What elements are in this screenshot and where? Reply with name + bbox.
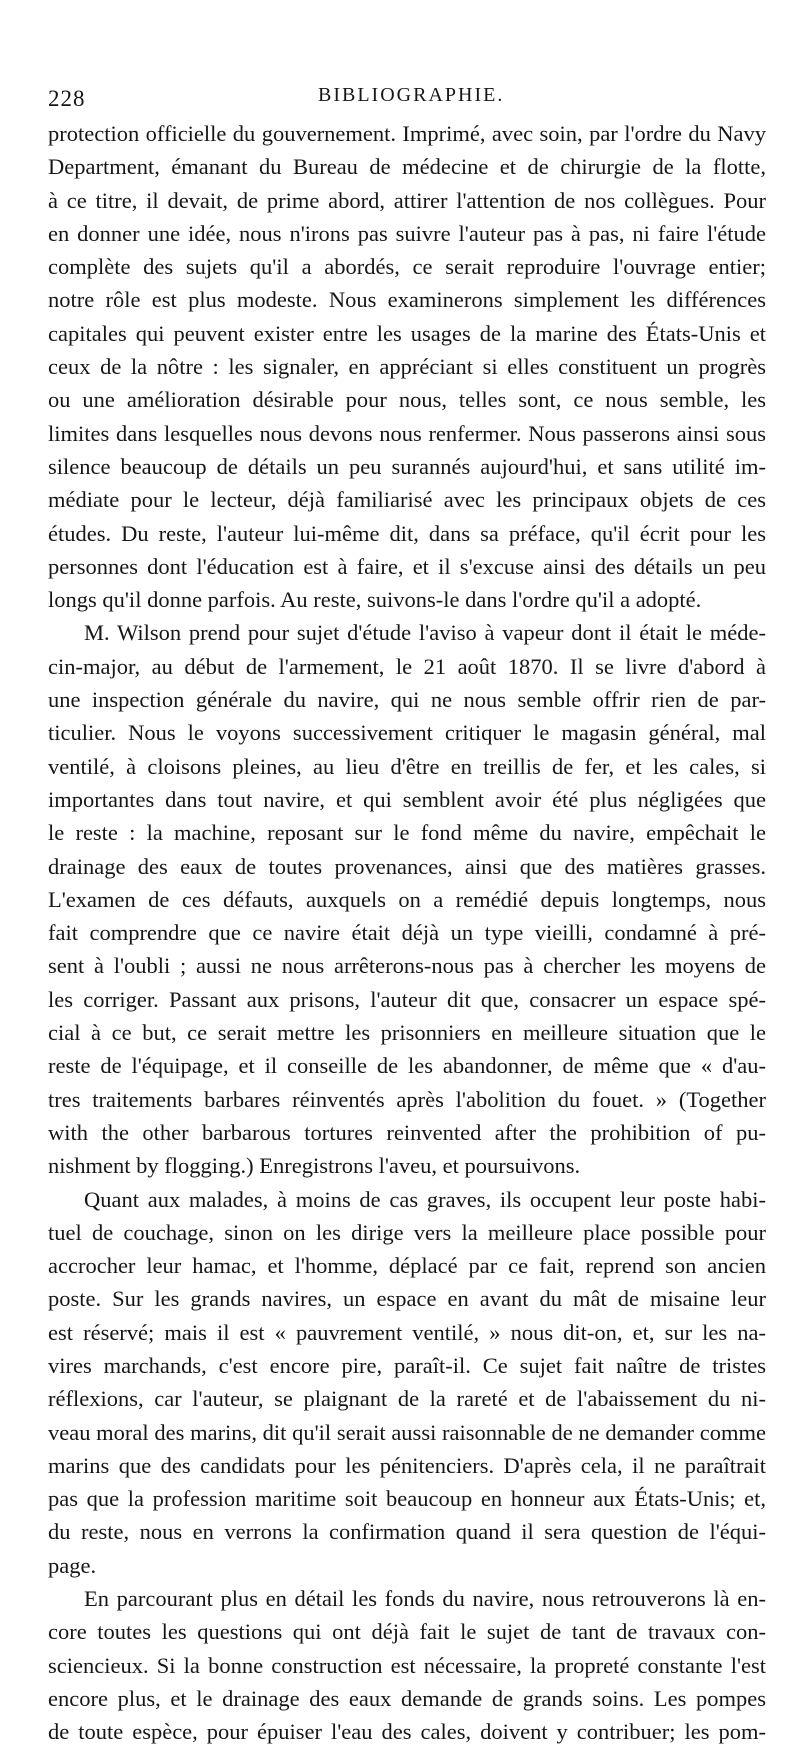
text-line: protection officielle du gouvernement. Imprimé, avec soin, par l'ordre du Navy xyxy=(48,121,766,146)
text-line: tuel de couchage, sinon on les dirige vers la meilleure place possible pour xyxy=(48,1219,766,1245)
text-line: une inspection générale du navire, qui ne nous semble offrir rien de par- xyxy=(48,687,766,713)
text-line: importantes dans tout navire, et qui semblent avoir été plus négligées que xyxy=(48,786,766,812)
text-line: personnes dont l'éducation est à faire, et il s'excuse ainsi des détails un peu xyxy=(48,553,766,579)
text-line: encore plus, et le drainage des eaux demande de grands soins. Les pompes xyxy=(48,1685,766,1711)
text-line: études. Du reste, l'auteur lui-même dit, dans sa préface, qu'il écrit pour les xyxy=(48,520,766,546)
text-line: en donner une idée, nous n'irons pas suivre l'auteur pas à pas, ni faire l'étude xyxy=(48,220,766,246)
text-line: sent à l'oubli ; aussi ne nous arrêterons-nous pas à chercher les moyens de xyxy=(48,953,766,979)
text-line: capitales qui peuvent exister entre les usages de la marine des États-Unis et xyxy=(48,320,766,346)
text-line: ou une amélioration désirable pour nous, telles sont, ce nous semble, les xyxy=(48,387,766,413)
text-line: les corriger. Passant aux prisons, l'auteur dit que, consacrer un espace spé- xyxy=(48,986,766,1012)
text-line: réflexions, car l'auteur, se plaignant de la rareté et de l'abaissement du ni- xyxy=(48,1386,766,1412)
text-line: tres traitements barbares réinventés après l'abolition du fouet. » (Together xyxy=(48,1086,766,1112)
text-line: vires marchands, c'est encore pire, paraît-il. Ce sujet fait naître de tristes xyxy=(48,1352,766,1378)
text-line: longs qu'il donne parfois. Au reste, suivons-le dans l'ordre qu'il a adopté. xyxy=(48,587,702,613)
text-line: est réservé; mais il est « pauvrement ventilé, » nous dit-on, et, sur les na- xyxy=(48,1319,766,1345)
text-line: notre rôle est plus modeste. Nous examinerons simplement les différences xyxy=(48,287,766,313)
text-line: pas que la profession maritime soit beaucoup en honneur aux États-Unis; et, xyxy=(48,1486,766,1512)
page-number: 228 xyxy=(48,86,86,111)
text-line: marins que des candidats pour les pénitenciers. D'après cela, il ne paraîtrait xyxy=(48,1452,766,1478)
text-line: de toute espèce, pour épuiser l'eau des cales, doivent y contribuer; les pom- xyxy=(48,1719,766,1745)
text-line: ceux de la nôtre : les signaler, en appréciant si elles constituent un progrès xyxy=(48,354,766,380)
body-text xyxy=(48,117,766,1749)
text-line: M. Wilson prend pour sujet d'étude l'aviso à vapeur dont il était le méde- xyxy=(84,620,766,646)
running-head: BIBLIOGRAPHIE. xyxy=(318,84,505,106)
text-line: silence beaucoup de détails un peu surannés aujourd'hui, et sans utilité im- xyxy=(48,453,766,479)
text-line: cial à ce but, ce serait mettre les prisonniers en meilleure situation que le xyxy=(48,1020,766,1046)
text-line: Department, émanant du Bureau de médecine et de chirurgie de la flotte, xyxy=(48,154,766,180)
text-line: complète des sujets qu'il a abordés, ce serait reproduire l'ouvrage entier; xyxy=(48,254,766,280)
text-line: Quant aux malades, à moins de cas graves, ils occupent leur poste habi- xyxy=(84,1186,766,1212)
text-line: à ce titre, il devait, de prime abord, attirer l'attention de nos collègues. Pour xyxy=(48,187,766,213)
text-line: reste de l'équipage, et il conseille de les abandonner, de même que « d'au- xyxy=(48,1053,766,1079)
text-line: drainage des eaux de toutes provenances, ainsi que des matières grasses. xyxy=(48,853,766,879)
text-line: médiate pour le lecteur, déjà familiarisé avec les principaux objets de ces xyxy=(48,487,766,513)
text-line: with the other barbarous tortures reinvented after the prohibition of pu- xyxy=(48,1119,766,1145)
text-line: L'examen de ces défauts, auxquels on a remédié depuis longtemps, nous xyxy=(48,886,766,912)
text-line: En parcourant plus en détail les fonds du navire, nous retrouverons là en- xyxy=(84,1586,766,1612)
text-line: veau moral des marins, dit qu'il serait aussi raisonnable de ne demander comme xyxy=(48,1419,766,1445)
text-line: sciencieux. Si la bonne construction est nécessaire, la propreté constante l'est xyxy=(48,1652,766,1678)
text-line: poste. Sur les grands navires, un espace en avant du mât de misaine leur xyxy=(48,1286,766,1312)
text-line: nishment by flogging.) Enregistrons l'aveu, et poursuivons. xyxy=(48,1153,581,1179)
text-line: accrocher leur hamac, et l'homme, déplacé par ce fait, reprend son ancien xyxy=(48,1253,766,1279)
text-line: ticulier. Nous le voyons successivement critiquer le magasin général, mal xyxy=(48,720,766,746)
text-line: limites dans lesquelles nous devons nous renfermer. Nous passerons ainsi sous xyxy=(48,420,766,446)
text-line: page. xyxy=(48,1552,97,1578)
text-line: du reste, nous en verrons la confirmation quand il sera question de l'équi- xyxy=(48,1519,766,1545)
text-line: le reste : la machine, reposant sur le fond même du navire, empêchait le xyxy=(48,820,766,846)
text-line: ventilé, à cloisons pleines, au lieu d'être en treillis de fer, et les cales, si xyxy=(48,753,766,779)
text-line: core toutes les questions qui ont déjà fait le sujet de tant de travaux con- xyxy=(48,1619,766,1645)
text-line: fait comprendre que ce navire était déjà un type vieilli, condamné à pré- xyxy=(48,920,766,946)
text-line: cin-major, au début de l'armement, le 21 août 1870. Il se livre d'abord à xyxy=(48,653,766,679)
